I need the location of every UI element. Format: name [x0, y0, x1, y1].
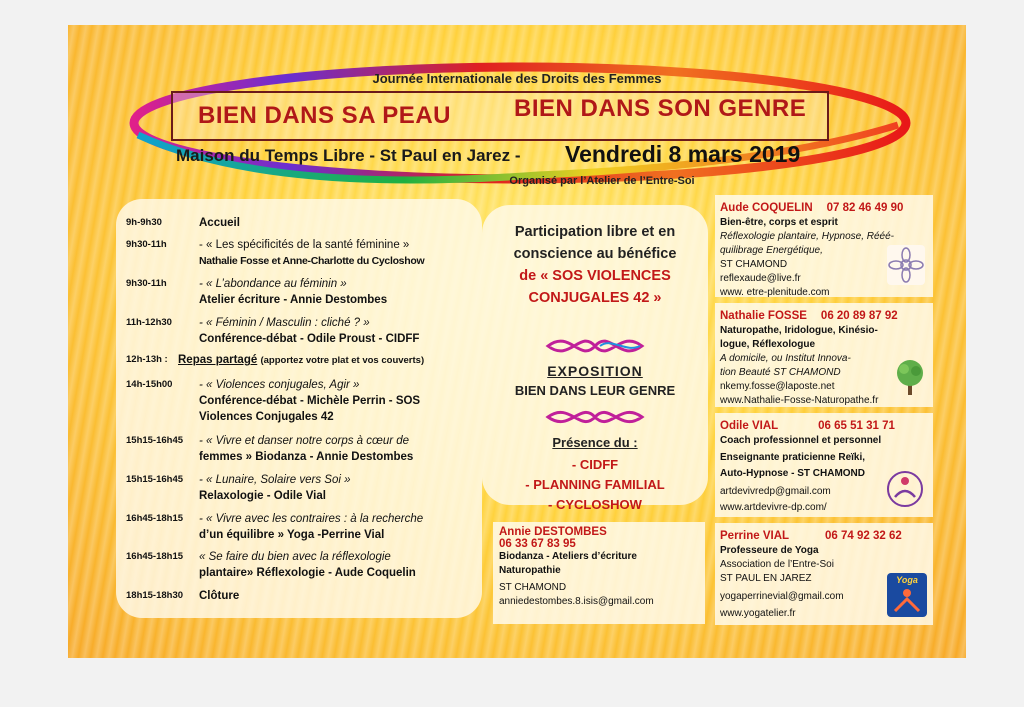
contact-email[interactable]: yogaperrinevial@gmail.com — [720, 591, 844, 602]
flyer — [68, 25, 966, 658]
programme-line: Atelier écriture - Annie Destombes — [199, 294, 388, 306]
programme-time: 18h15-18h30 — [126, 590, 184, 601]
contact-line: Bien-être, corps et esprit — [720, 217, 838, 228]
infinity-ribbon-icon — [540, 405, 650, 429]
programme-text: Clôture — [199, 590, 240, 602]
exposition-title: EXPOSITION — [547, 363, 643, 379]
contact-website[interactable]: www.yogatelier.fr — [720, 608, 796, 619]
programme-line: d’un équilibre » Yoga -Perrine Vial — [199, 529, 385, 541]
programme-text — [199, 276, 479, 308]
contact-name: Annie DESTOMBES — [499, 526, 607, 538]
presence-list — [482, 455, 708, 515]
contact-website[interactable]: www. etre-plenitude.com — [720, 287, 830, 298]
contact-name: Nathalie FOSSE — [720, 310, 807, 322]
programme-line: - « L’abondance au féminin » — [199, 278, 347, 290]
tree-logo-icon — [893, 357, 927, 397]
programme-line: Nathalie Fosse et Anne-Charlotte du Cycloshow — [199, 255, 425, 267]
programme-time: 9h-9h30 — [126, 217, 162, 228]
contact-email[interactable]: nkemy.fosse@laposte.net — [720, 381, 835, 392]
participation-text — [482, 221, 708, 309]
flower-logo-icon — [887, 245, 925, 285]
programme-time: 9h30-11h — [126, 239, 167, 250]
programme-line: Repas partagé — [178, 354, 258, 366]
programme-text — [199, 377, 479, 425]
contact-card-nathalie — [715, 303, 933, 407]
contact-card-odile — [715, 413, 933, 517]
contact-line: logue, Réflexologue — [720, 339, 816, 350]
programme-text — [199, 237, 479, 269]
contact-line: Auto-Hypnose - ST CHAMOND — [720, 468, 865, 479]
contact-line: quilibrage Energétique, — [720, 245, 823, 256]
programme-line: Violences Conjugales 42 — [199, 411, 334, 423]
programme-line: - « Féminin / Masculin : cliché ? » — [199, 317, 370, 329]
contact-line: Réflexologie plantaire, Hypnose, Rééé- — [720, 231, 894, 242]
programme-line: plantaire» Réflexologie - Aude Coquelin — [199, 567, 416, 579]
contact-line: Naturopathie — [499, 565, 561, 576]
contact-line: Biodanza - Ateliers d’écriture — [499, 551, 637, 562]
contact-card-aude — [715, 195, 933, 297]
programme-text: Accueil — [199, 217, 240, 229]
contact-line: Association de l’Entre-Soi — [720, 559, 834, 570]
contact-website[interactable]: www.Nathalie-Fosse-Naturopathe.fr — [720, 395, 879, 406]
title-left: BIEN DANS SA PEAU — [198, 102, 451, 129]
participation-line: CONJUGALES 42 » — [528, 290, 662, 306]
yoga-logo-text: Yoga — [896, 575, 918, 585]
programme-text — [199, 511, 479, 543]
contact-line: Enseignante praticienne Reïki, — [720, 452, 866, 463]
programme-text — [199, 472, 479, 504]
programme-time: 9h30-11h — [126, 278, 167, 289]
programme-line: Conférence-débat - Odile Proust - CIDFF — [199, 333, 420, 345]
yoga-logo-icon — [887, 573, 927, 617]
contact-email[interactable]: artdevivredp@gmail.com — [720, 486, 831, 497]
contact-website[interactable]: www.artdevivre-dp.com/ — [720, 502, 827, 513]
contact-phone: 06 33 67 83 95 — [499, 538, 576, 550]
contact-line: Coach professionnel et personnel — [720, 435, 882, 446]
presence-item: - CYCLOSHOW — [548, 497, 642, 512]
contact-phone: 06 74 92 32 62 — [825, 530, 902, 542]
artdevivre-logo-icon — [885, 469, 925, 509]
contact-phone: 06 20 89 87 92 — [820, 310, 898, 322]
contact-email[interactable]: anniedestombes.8.isis@gmail.com — [499, 596, 654, 607]
event-date: Vendredi 8 mars 2019 — [565, 141, 801, 167]
presence-item: - PLANNING FAMILIAL — [525, 477, 665, 492]
contact-line: ST CHAMOND — [720, 259, 788, 270]
exposition-subtitle: BIEN DANS LEUR GENRE — [514, 383, 676, 398]
participation-line: conscience au bénéfice — [513, 246, 677, 262]
presence-title: Présence du : — [552, 435, 638, 450]
contact-phone: 06 65 51 31 71 — [818, 420, 895, 432]
organizer: Organisé par l’Atelier de l’Entre-Soi — [509, 175, 695, 187]
contact-card-annie — [493, 522, 705, 624]
venue: Maison du Temps Libre - St Paul en Jarez - — [176, 146, 521, 165]
programme-time: 14h-15h00 — [126, 379, 173, 390]
programme-line: Relaxologie - Odile Vial — [199, 490, 326, 502]
contact-name: Odile VIAL — [720, 420, 779, 432]
presence-item: - CIDFF — [571, 457, 619, 472]
programme-text — [199, 433, 479, 465]
programme-time: 16h45-18h15 — [126, 551, 184, 562]
contact-name: Perrine VIAL — [720, 530, 790, 542]
programme-line: - « Les spécificités de la santé féminine » — [199, 239, 410, 251]
contact-line: Professeure de Yoga — [720, 545, 819, 556]
contact-line: Naturopathe, Iridologue, Kinésio- — [720, 325, 878, 336]
middle-panel — [482, 205, 708, 512]
programme-line: (apportez votre plat et vos couverts) — [260, 355, 425, 366]
programme-time: 12h-13h : — [126, 354, 168, 365]
infinity-ribbon-icon — [540, 333, 650, 359]
programme-line: - « Violences conjugales, Agir » — [199, 379, 360, 391]
contact-line: ST CHAMOND — [499, 582, 567, 593]
participation-line: Participation libre et en — [514, 224, 676, 240]
programme-time: 15h15-16h45 — [126, 435, 184, 446]
programme-line: femmes » Biodanza - Annie Destombes — [199, 451, 414, 463]
contact-line: tion Beauté ST CHAMOND — [720, 367, 841, 378]
participation-line: de « SOS VIOLENCES — [519, 268, 671, 284]
contact-card-perrine — [715, 523, 933, 625]
programme-time: 11h-12h30 — [126, 317, 172, 328]
programme-panel — [116, 199, 482, 618]
programme-line: - « Lunaire, Solaire vers Soi » — [199, 474, 351, 486]
contact-line: A domicile, ou Institut Innova- — [720, 353, 851, 364]
event-subtitle: Journée Internationale des Droits des Femmes — [372, 71, 662, 86]
contact-name: Aude COQUELIN — [720, 202, 813, 214]
contact-email[interactable]: reflexaude@live.fr — [720, 273, 801, 284]
programme-text — [199, 549, 479, 581]
programme-time: 15h15-16h45 — [126, 474, 184, 485]
programme-line: « Se faire du bien avec la réflexologie — [199, 551, 391, 563]
programme-text — [178, 352, 488, 369]
programme-time: 16h45-18h15 — [126, 513, 184, 524]
programme-line: Conférence-débat - Michèle Perrin - SOS — [199, 395, 421, 407]
programme-line: - « Vivre et danser notre corps à cœur de — [199, 435, 410, 447]
contact-line: ST PAUL EN JAREZ — [720, 573, 812, 584]
contact-phone: 07 82 46 49 90 — [826, 202, 904, 214]
programme-line: - « Vivre avec les contraires : à la recherche — [199, 513, 424, 525]
programme-text — [199, 315, 479, 347]
title-right: BIEN DANS SON GENRE — [514, 95, 807, 122]
